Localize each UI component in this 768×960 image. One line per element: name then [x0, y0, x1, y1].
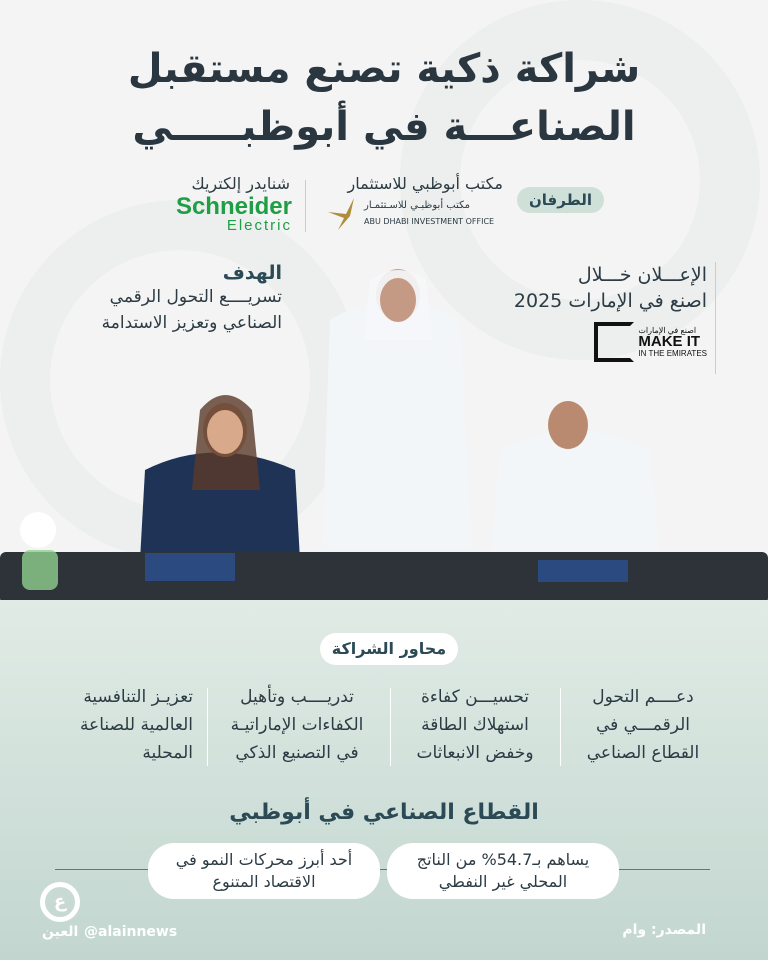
pillar-text: وخفض الانبعاثات: [416, 743, 534, 763]
party2-name: شنايدر إلكتريك: [191, 174, 290, 193]
make-it-ar: اصنع في الإمارات: [638, 326, 697, 335]
source-text: المصدر: وام: [622, 922, 706, 938]
pillars-label: [320, 633, 458, 665]
alain-logo: ع: [40, 882, 80, 922]
fact-text: الاقتصاد المتنوع: [212, 872, 316, 891]
falcon-icon: [324, 196, 360, 232]
pillar-text: تحسيـــن كفاءة: [420, 687, 530, 707]
pillar-text: تدريــــب وتأهيل: [240, 687, 354, 707]
pillar-text: استهلاك الطاقة: [421, 715, 529, 735]
pillar-text: في التصنيع الذكي: [235, 743, 359, 763]
page-title: [0, 40, 768, 156]
make-it-en2: IN THE EMIRATES: [638, 349, 707, 358]
pillars-label-text: محاور الشراكة: [331, 639, 447, 658]
divider: [305, 180, 306, 232]
pillar-text: القطاع الصناعي: [586, 743, 700, 763]
schneider-logo: [166, 193, 292, 234]
adio-logo-en: ABU DHABI INVESTMENT OFFICE: [364, 217, 495, 226]
brand-name: العين: [42, 924, 79, 940]
make-it-en: MAKE IT: [638, 333, 701, 350]
divider: [390, 688, 391, 766]
adio-logo: [324, 196, 504, 232]
divider: [207, 688, 208, 766]
divider: [560, 688, 561, 766]
pillar-item: [400, 683, 550, 767]
schneider-logo-line2: Electric: [226, 217, 292, 234]
title-line: شراكة ذكية تصنع مستقبل: [127, 46, 641, 92]
signing-photo: [0, 260, 768, 620]
social-handle: @alainnews: [84, 924, 178, 940]
goal-text: تسريــــع التحول الرقمي: [109, 287, 282, 307]
fact-text: أحد أبرز محركات النمو في: [175, 850, 353, 869]
pillar-text: الرقمـــي في: [595, 715, 691, 735]
announcement-text: اصنع في الإمارات 2025: [513, 290, 707, 312]
people-illustration: [0, 260, 768, 620]
party1-name: مكتب أبوظبي للاستثمار: [347, 174, 503, 193]
goal-heading: الهدف: [222, 262, 282, 284]
pillar-text: الكفاءات الإماراتيـة: [230, 715, 364, 735]
fact-text: يساهم بـ54.7% من الناتج: [416, 850, 590, 869]
title-line: الصناعـــة في أبوظبـــــي: [132, 104, 636, 150]
pillar-item: [48, 683, 193, 767]
sector-heading: القطاع الصناعي في أبوظبي: [229, 800, 539, 825]
pillar-text: المحلية: [142, 743, 193, 763]
pillar-text: تعزيـز التنافسية: [83, 687, 193, 707]
fact-pill: [387, 843, 619, 899]
adio-logo-ar: مكتب أبوظبـي للاسـتثمـار: [364, 200, 470, 211]
pillar-text: العالمية للصناعة: [79, 715, 193, 735]
goal-text: الصناعي وتعزيز الاستدامة: [101, 313, 282, 333]
pillar-item: [568, 683, 718, 767]
fact-text: المحلي غير النفطي: [438, 872, 568, 891]
announcement-heading: الإعـــلان خـــلال: [577, 264, 707, 286]
pillar-text: دعــــم التحول: [592, 687, 694, 707]
pillar-item: [212, 683, 382, 767]
schneider-logo-line1: Schneider: [175, 193, 292, 220]
parties-label: الطرفان: [517, 187, 604, 213]
fact-pill: [148, 843, 380, 899]
